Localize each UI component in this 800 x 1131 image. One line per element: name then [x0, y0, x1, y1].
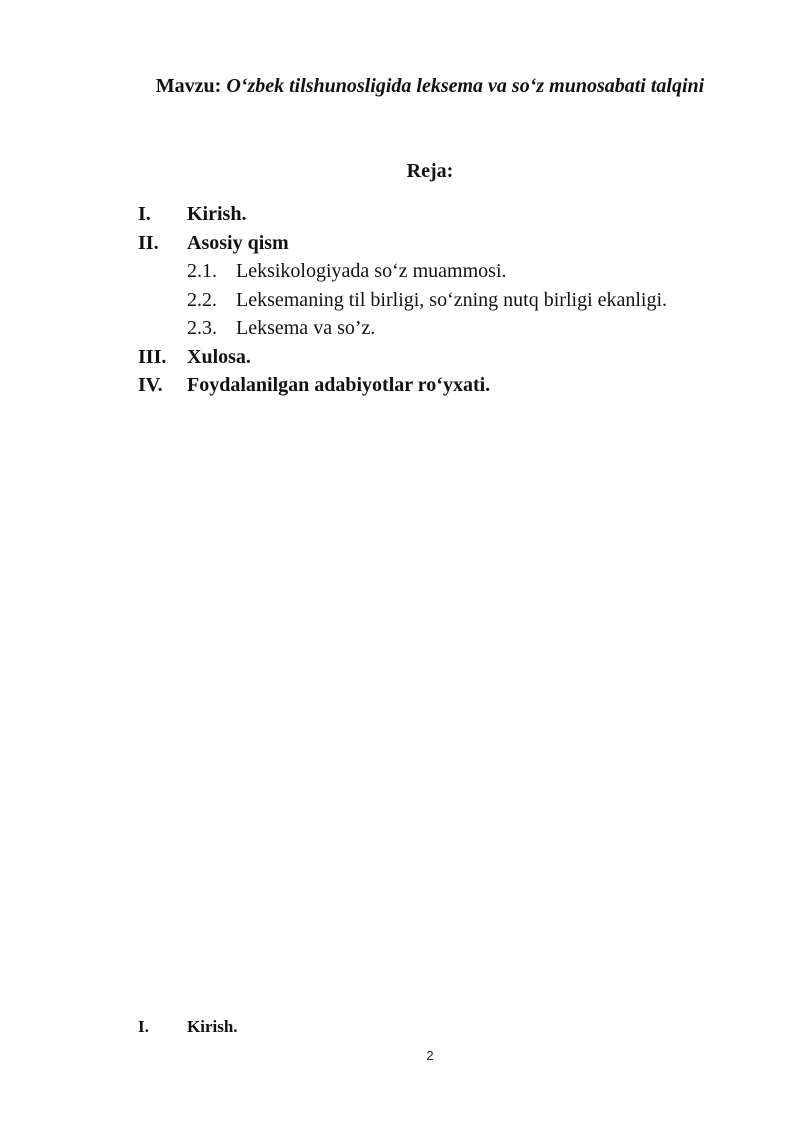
plan-subitem-number: 2.3.: [187, 317, 217, 339]
page-title: [0, 75, 800, 98]
plan-item-label: Xulosa.: [187, 345, 251, 368]
plan-item-main-part: [138, 229, 778, 343]
plan-subitem-number: 2.2.: [187, 288, 217, 311]
plan-item-label: Asosiy qism: [187, 231, 289, 254]
page-number: 2: [426, 1048, 434, 1063]
plan-subitem: [187, 286, 778, 315]
plan-item-conclusion: [138, 343, 778, 372]
plan-subitem-label: Leksemaning til birligi, so‘zning nutq birligi ekanligi.: [236, 288, 668, 311]
plan-item-label: Foydalanilgan adabiyotlar ro‘yxati.: [187, 374, 491, 396]
title-topic: O‘zbek tilshunosligida leksema va so‘z munosabati talqini: [226, 75, 705, 97]
plan-item-label: Kirish.: [187, 203, 247, 225]
plan-item-number: I.: [138, 203, 151, 225]
plan-item-introduction: [138, 200, 778, 229]
section-number: I.: [138, 1017, 149, 1036]
plan-item-number: IV.: [138, 374, 163, 396]
section-heading: [138, 1017, 238, 1037]
plan-list: [138, 200, 778, 400]
plan-item-number: III.: [138, 345, 167, 368]
plan-sublist: [138, 257, 778, 343]
plan-item-number: II.: [138, 231, 159, 254]
section-title: Kirish.: [187, 1017, 238, 1036]
plan-heading: Reja:: [406, 160, 454, 182]
plan-subitem-label: Leksema va so’z.: [236, 317, 376, 339]
title-label: Mavzu:: [155, 75, 222, 97]
plan-subitem-number: 2.1.: [187, 260, 217, 282]
plan-subitem: [187, 257, 778, 286]
plan-subitem-label: Leksikologiyada so‘z muammosi.: [236, 260, 507, 282]
plan-item-references: [138, 371, 778, 400]
plan-subitem: [187, 314, 778, 343]
